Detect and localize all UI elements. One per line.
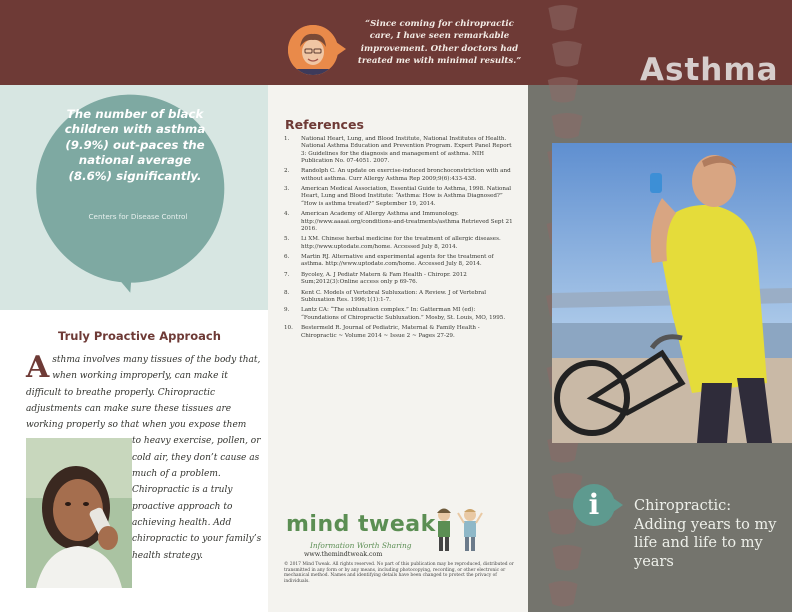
man-inhaler-photo [552,143,792,443]
reference-item [284,186,514,208]
approach-body-top: sthma involves many tissues of the body that, when working improperly, can make it difficult to breathe properly. Chiropractic adjustments can make sure these tissues are working properly so that when you expose them [26,355,261,431]
reference-text: Li XM. Chinese herbal medicine for the treatment of allergic diseases. http://www.uptodate.com/home. Accessed July 8, 2014. [301,236,501,250]
reference-text: American Academy of Allergy Asthma and Immunology. http://www.aaaai.org/conditions-and-treatments/asthma Retrieved Sept 21 2016. [301,211,513,232]
reference-item [284,290,514,305]
reference-item [284,236,514,251]
approach-body-indent: to heavy exercise, pollen, or cold air, they don’t cause as much of a problem. Chiropractic is a truly proactive approach to achieving health. Add chiropractic to your family’s health strategy. [132,436,262,561]
logo-wordmark: mind tweak [286,512,436,537]
section-heading: Truly Proactive Approach [58,329,221,343]
closing-tagline: Chiropractic: Adding years to my life and life to my years [634,498,777,570]
reference-text: Martin RJ. Alternative and experimental agents for the treatment of asthma. http://www.uptodate.com/home. Accessed July 8, 2014. [301,254,494,268]
page-title: Asthma [640,52,779,88]
reference-item [284,254,514,269]
speech-pointer [336,42,346,56]
reference-number: 8. [284,289,290,296]
info-pointer [613,498,623,512]
reference-number: 9. [284,307,290,314]
reference-item [284,272,514,287]
reference-text: Kent C. Models of Vertebral Subluxation: A Review. J of Vertebral Subluxation Res. 1996;1(1):1-7. [301,289,486,303]
reference-text: American Medical Association, Essential Guide to Asthma, 1998. National Heart, Lung and Blood Institute: “Asthma: How is Asthma Diagnosed?” “How is asthma treated?” September 19, 2014. [301,186,512,207]
reference-item [284,325,514,340]
reference-number: 7. [284,271,290,278]
reference-number: 2. [284,168,290,175]
copyright-notice: © 2017 Mind Tweak. All rights reserved. No part of this publication may be reproduced, distributed or transmitted in any form or by any means, including photocopying, recording, or other electronic or mechanical method. Names and identifying details have been changed to protect the privacy of individuals. [284,562,514,584]
mascot-characters-icon [424,503,494,553]
reference-item [284,307,514,322]
reference-item [284,168,514,183]
reference-item [284,211,514,233]
reference-text: National Heart, Lung, and Blood Institute, National Institutes of Health. National Asthma Education and Prevention Program. Expert Panel Report 3: Guidelines for the diagnosis and management of asthma. NIH Publication No. 07-4051. 2007. [301,136,512,164]
reference-text: Bestermeld R. Journal of Pediatric, Maternal & Family Health - Chiropractic ~ Volume 2014 ~ Issue 2 ~ Pages 27-29. [301,325,480,339]
references-list [284,136,514,343]
brand-url[interactable]: www.themindtweak.com [304,551,383,558]
reference-item [284,136,514,165]
reference-number: 6. [284,254,290,261]
child-inhaler-photo [26,438,132,588]
stat-source: Centers for Disease Control [88,212,188,221]
reference-number: 1. [284,136,290,142]
references-heading: References [285,117,364,132]
info-icon: i [573,484,615,526]
reference-number: 5. [284,236,290,243]
reference-number: 10. [284,325,293,332]
reference-text: Randolph C. An update on exercise-induced bronchoconstriction with and without asthma. Curr Allergy Asthma Rep 2009;9(6):433-438. [301,168,511,182]
reference-text: Lantz CA: “The subluxation complex.” In: Gatterman MI (ed): “Foundations of Chiropractic Subluxation.” Mosby, St. Louis, MO, 1995. [301,307,506,321]
testimonial-quote: “Since coming for chiropractic care, I have seen remarkable improvement. Other doctors had treated me with minimal results.” [357,19,522,66]
testimonial-photo [288,25,338,75]
reference-number: 4. [284,211,290,218]
mind-tweak-logo[interactable] [286,512,436,537]
stat-quote: The number of black children with asthma (9.9%) out-paces the national average (8.6%) significantly. [64,107,206,183]
reference-text: Bycoley, A. J Pediatr Matern & Fam Health - Chiropr. 2012 Sum;2012(3):Online access only p 69-76. [301,271,467,286]
logo-tagline: Information Worth Sharing [310,541,412,550]
reference-number: 3. [284,186,290,193]
drop-cap: A [26,350,50,385]
